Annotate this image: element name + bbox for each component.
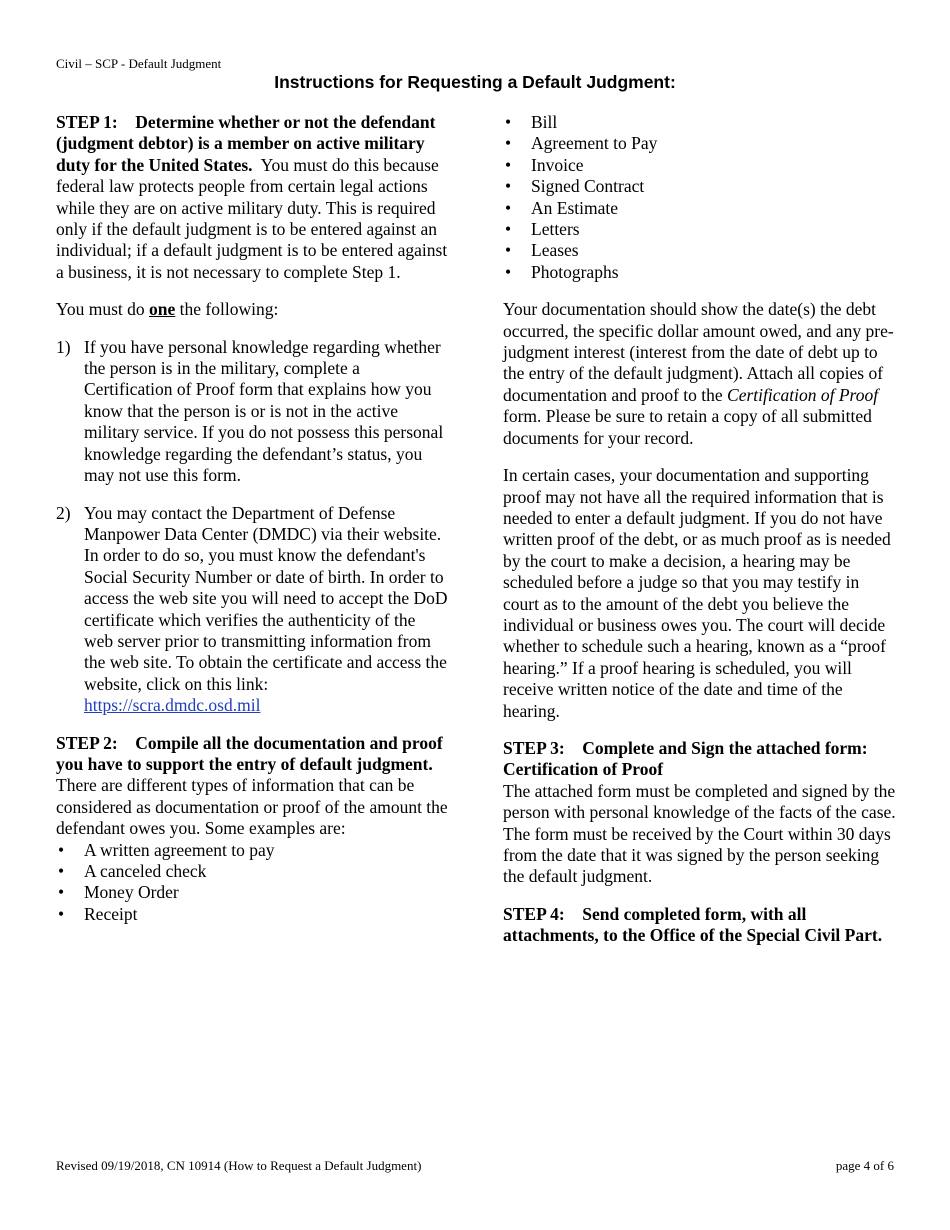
footer-revision: Revised 09/19/2018, CN 10914 (How to Request a Default Judgment) [56,1158,422,1173]
list-item: • Bill [505,112,558,132]
dmdc-link[interactable]: https://scra.dmdc.osd.mil [84,695,261,716]
list-item: • Invoice [505,154,584,175]
list-item: • Money Order [58,882,179,903]
proof-hearing-paragraph: In certain cases, your documentation and supporting proof may not have all the required information that is needed to enter a default judgment. If you do not have written proof of the debt, or as much proof as is needed by the court to make a decision, a hearing may be scheduled before a judge so that you may testify in court as to the amount of the debt you believe the individual or business owes you. The court will decide whether to schedule such a hearing, known as a “proof hearing.” If a proof hearing is scheduled, you will receive written notice of the date and time of the hearing. [503,465,891,721]
examples-list-left [56,840,448,926]
right-column [503,112,897,947]
step4-paragraph [503,904,897,947]
list-item: • Signed Contract [505,176,645,197]
step1-choice: You must do one the following: [56,299,279,320]
step1-paragraph [56,112,448,283]
examples-list-right [503,112,897,283]
documentation-paragraph: Your documentation should show the date(s) the debt occurred, the specific dollar amount owed, and any pre-judgment interest (interest from the date of debt up to the entry of the default judgment). Attach all copies of documentation and proof to the Certification of Proof form. Please be sure to retain a copy of all submitted documents for your record. [503,299,894,448]
list-item: • Agreement to Pay [505,133,658,154]
left-column [56,112,448,925]
step4-heading: Send completed form, with all attachments, to the Office of the Special Civil Part. [503,903,883,946]
form-label: Civil – SCP - Default Judgment [56,56,222,71]
page-title: Instructions for Requesting a Default Judgment: [274,72,676,92]
form-name: Certification of Proof [727,384,879,405]
step4-label: STEP 4: [503,903,565,924]
step2-label: STEP 2: [56,732,118,753]
step1-heading: Determine whether or not the defendant (judgment debtor) is a member on active military duty for the United States. [56,112,436,175]
list-item: • Photographs [505,261,619,282]
footer-page-number: page 4 of 6 [835,1158,894,1173]
list-item: • A written agreement to pay [58,839,275,860]
step3-label: STEP 3: [503,737,565,758]
list-item: • Receipt [58,903,138,924]
choice-emphasis: one [149,299,176,320]
step2-paragraph [56,733,448,840]
list-item: • An Estimate [505,197,618,218]
step3-body: The attached form must be completed and signed by the person with personal knowledge of the facts of the case. The form must be received by the Court within 30 days from the date that it was signed by the person seeking the default judgment. [503,780,896,887]
step2-heading: Compile all the documentation and proof you have to support the entry of default judgment. [56,732,443,774]
step2-body: There are different types of information that can be considered as documentation or proof of the amount the defendant owes you. Some examples are: [56,775,448,839]
step3-heading-paragraph [503,738,897,781]
list-item: • Letters [505,219,580,240]
step1-body: You must do this because federal law protects people from certain legal actions while they are on active military duty. This is required only if the default judgment is to be entered against an individual; if a default judgment is to be entered against a business, it is not necessary to complete Step 1. [56,154,448,282]
option-1: 1) If you have personal knowledge regarding whether the person is in the military, complete a Certification of Proof form that explains how you know that the person is or is not in the active military service. If you do not possess this personal knowledge regarding the defendant’s status, you may not use this form. [56,336,444,486]
list-item: • Leases [505,240,579,261]
step1-label: STEP 1: [56,112,118,132]
list-item: • A canceled check [58,861,207,881]
option-2: 2) You may contact the Department of Defense Manpower Data Center (DMDC) via their website. In order to do so, you must know the defendant's Social Security Number or date of birth. In order to access the web site you will need to accept the DoD certificate which verifies the authenticity of the web server prior to transmitting information from the web site. To obtain the certificate and access the website, click on this link: https://scra.dmdc.osd.mil [56,502,448,716]
step3-heading: Complete and Sign the attached form: Certification of Proof [503,737,868,780]
